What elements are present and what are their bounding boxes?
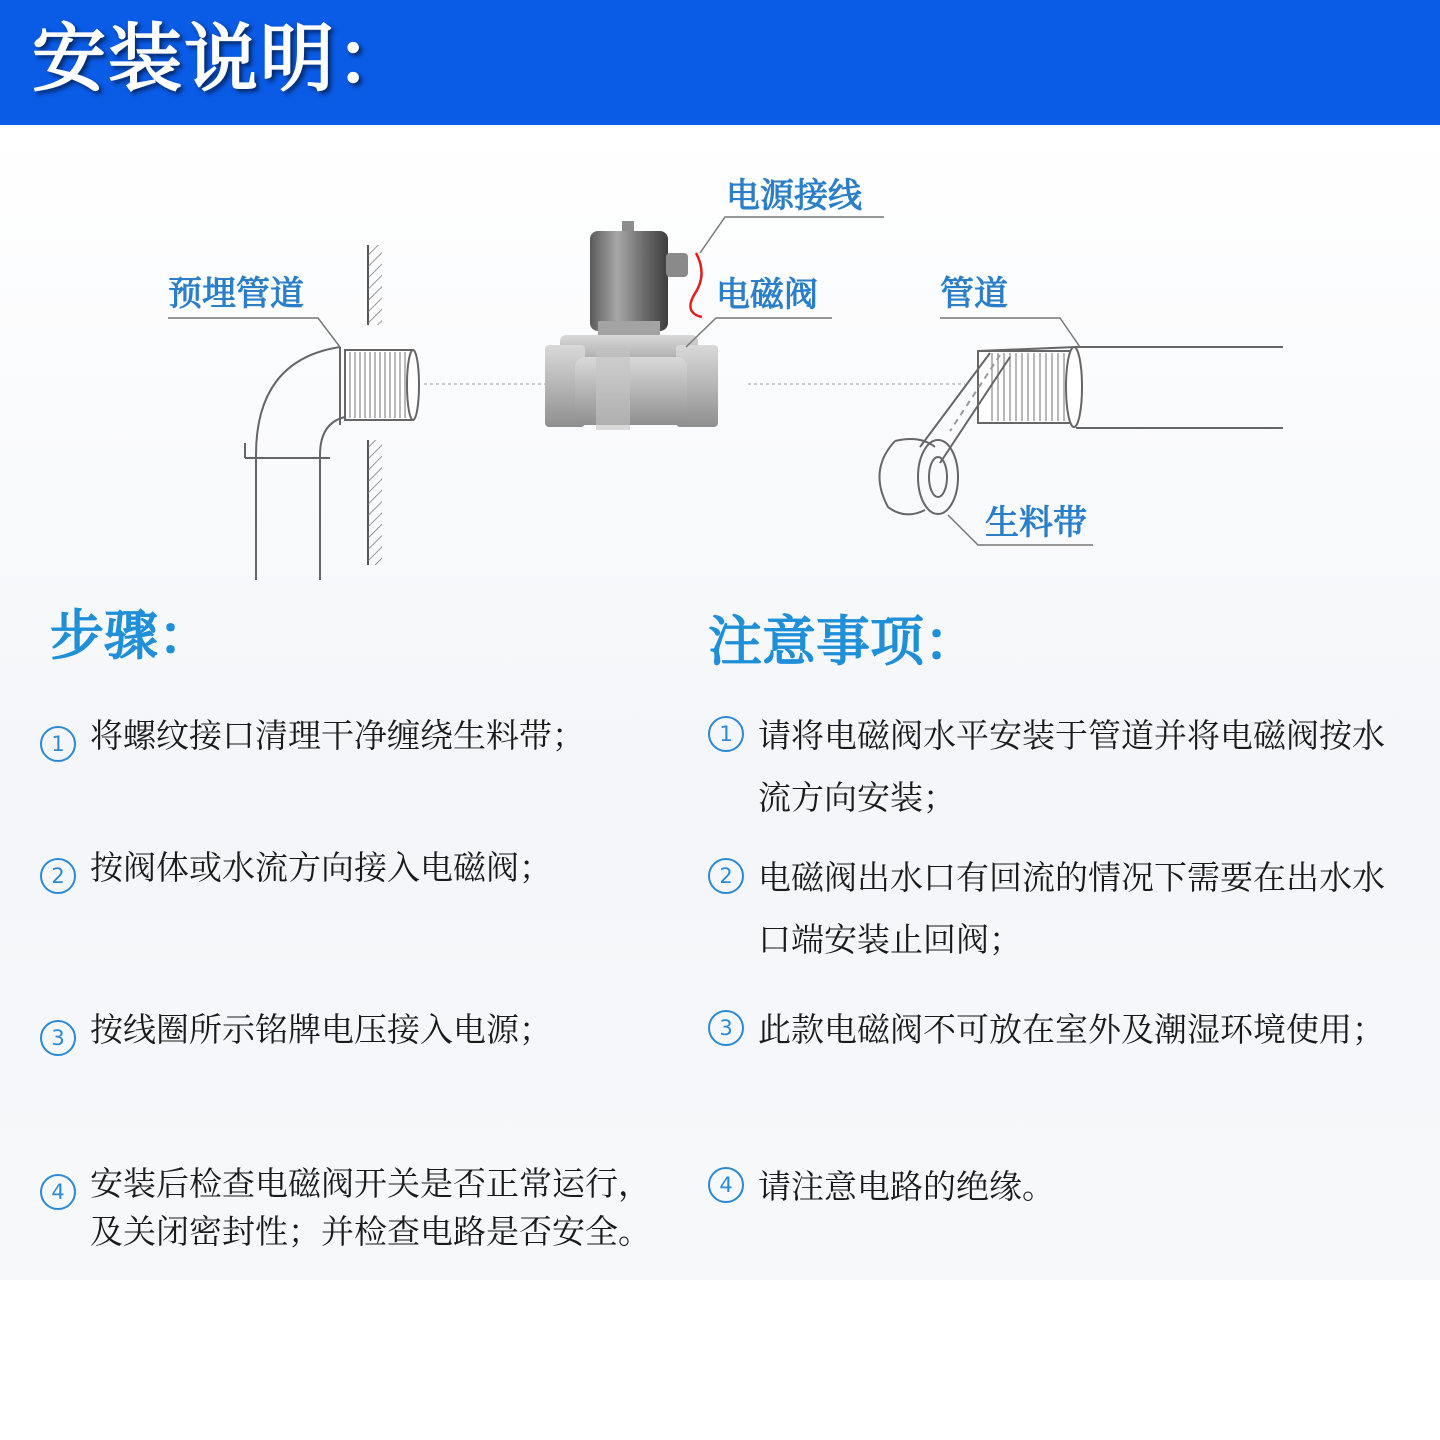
list-item [40, 1160, 680, 1256]
solenoid-valve [545, 221, 718, 430]
note-text-3: 此款电磁阀不可放在室外及潮湿环境使用； [758, 1010, 1385, 1049]
step-text-2: 按阀体或水流方向接入电磁阀； [90, 848, 552, 887]
step-number-4: 4 [40, 1174, 76, 1210]
list-item [40, 1006, 680, 1056]
list-item [40, 844, 680, 894]
bottom-blank-area [0, 1280, 1440, 1440]
steps-title: 步骤： [50, 604, 212, 667]
notes-title: 注意事项： [708, 610, 978, 673]
list-item [40, 712, 680, 762]
note-number-2: 2 [708, 858, 744, 894]
list-item [708, 999, 1398, 1061]
label-power-wiring: 电源接线 [726, 176, 862, 216]
label-ptfe-tape: 生料带 [985, 503, 1087, 543]
step-text-3: 按线圈所示铭牌电压接入电源； [90, 1010, 552, 1049]
note-text-2: 电磁阀出水口有回流的情况下需要在出水水口端安装止回阀； [758, 858, 1385, 959]
step-text-1: 将螺纹接口清理干净缠绕生料带； [90, 716, 585, 755]
step-number-2: 2 [40, 858, 76, 894]
list-item [708, 847, 1398, 971]
note-text-1: 请将电磁阀水平安装于管道并将电磁阀按水流方向安装； [758, 716, 1385, 817]
embedded-pipe-elbow [245, 347, 419, 580]
list-item [708, 1156, 1398, 1218]
pipe-right [879, 347, 1283, 514]
header-banner [0, 0, 1440, 125]
label-pipe: 管道 [940, 274, 1008, 314]
step-text-4: 安装后检查电磁阀开关是否正常运行，及关闭密封性；并检查电路是否安全。 [90, 1164, 651, 1251]
list-item [708, 705, 1398, 829]
note-number-1: 1 [708, 716, 744, 752]
label-embedded-pipe: 预埋管道 [168, 274, 304, 314]
step-number-1: 1 [40, 726, 76, 762]
note-number-4: 4 [708, 1167, 744, 1203]
label-solenoid-valve: 电磁阀 [716, 275, 818, 315]
page-title: 安装说明： [32, 16, 412, 102]
step-number-3: 3 [40, 1020, 76, 1056]
note-number-3: 3 [708, 1010, 744, 1046]
installation-diagram [0, 125, 1440, 605]
note-text-4: 请注意电路的绝缘。 [758, 1167, 1055, 1206]
